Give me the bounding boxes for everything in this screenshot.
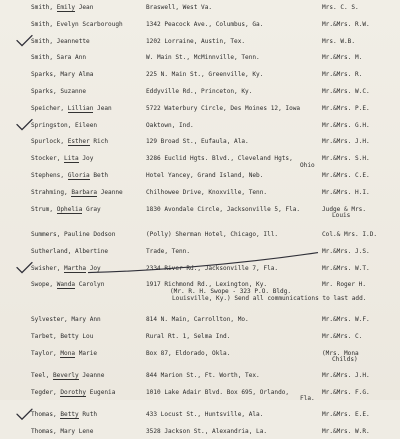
parent-title: Mr.&Mrs. J.H. xyxy=(322,138,370,146)
underlined-given-name: Lita xyxy=(64,155,79,163)
student-name xyxy=(31,71,93,79)
address: 844 Marion St., Ft. Worth, Tex. xyxy=(146,372,260,379)
middle-name-text: Beth xyxy=(89,172,109,179)
middle-name-text: Ruth xyxy=(78,411,98,419)
middle-name-text: Marie xyxy=(75,349,98,357)
student-name xyxy=(31,155,93,163)
underlined-given-name: Beverly xyxy=(53,372,79,379)
student-name xyxy=(31,281,104,289)
student-name xyxy=(31,172,108,180)
parent-title: Mr.&Mrs. R.W. xyxy=(322,20,370,28)
parent-title: Mr.&Mrs. J.S. xyxy=(322,247,370,255)
list-row xyxy=(0,155,400,166)
parent-title: Mr.&Mrs. C. xyxy=(322,332,363,340)
parent-title: Mr.&Mrs. W.F. xyxy=(322,316,370,323)
student-name xyxy=(31,38,90,46)
parent-title: Mr.&Mrs. W.T. xyxy=(322,264,370,272)
address: Box 87, Eldorado, Okla. xyxy=(146,349,231,357)
surname-text: Smith, Sara Ann xyxy=(31,54,87,62)
surname-text: Stephens, xyxy=(31,172,68,179)
student-name xyxy=(31,21,123,29)
underlined-given-name: Martha xyxy=(64,264,87,272)
address: Trade, Tenn. xyxy=(146,247,191,255)
middle-name-text: Jeanne xyxy=(78,372,105,379)
parent-title: Mr.&Mrs. F.G. xyxy=(322,388,370,396)
middle-name-text: Joy xyxy=(86,264,101,272)
address: Chilhowee Drive, Knoxville, Tenn. xyxy=(146,188,268,196)
address: Rural Rt. 1, Selma Ind. xyxy=(146,332,231,340)
continuation-line: Louis xyxy=(332,212,351,220)
underlined-given-name: Ophelia xyxy=(56,205,83,213)
surname-text: Tarbet, Betty Lou xyxy=(31,332,94,340)
address: 1917 Richmond Rd., Lexington, Ky. xyxy=(146,281,268,289)
student-name xyxy=(31,105,112,113)
student-name xyxy=(31,411,97,419)
continuation-line: Louisville, Ky.) Send all communications to last add. xyxy=(172,294,367,302)
address: Oaktown, Ind. xyxy=(146,121,194,129)
list-row xyxy=(0,172,400,183)
underlined-given-name: Dorothy xyxy=(60,388,87,396)
surname-text: Sutherland, Albertine xyxy=(31,247,109,255)
list-row xyxy=(0,105,400,116)
surname-text: Taylor, xyxy=(31,349,61,357)
student-name xyxy=(31,122,97,130)
list-row xyxy=(0,265,400,276)
list-row xyxy=(0,248,400,259)
surname-text: Speicher, xyxy=(31,104,68,112)
parent-title: Mr. Roger H. xyxy=(322,281,367,289)
surname-text: Strahming, xyxy=(31,188,72,196)
continuation-line: (Mr. R. H. Swope - 323 P.O. Bldg. xyxy=(170,288,292,295)
address: 1342 Peacock Ave., Columbus, Ga. xyxy=(146,20,264,28)
underlined-given-name: Betty xyxy=(60,411,79,419)
surname-text: Swisher, xyxy=(31,264,65,272)
student-name xyxy=(31,138,108,146)
parent-title: Mr.&Mrs. E.E. xyxy=(322,411,370,419)
list-row xyxy=(0,38,400,49)
list-row xyxy=(0,88,400,99)
address: Hotel Yancey, Grand Island, Neb. xyxy=(146,172,264,179)
surname-text: Sylvester, Mary Ann xyxy=(31,316,101,323)
address: 2334 River Rd., Jacksonville 7, Fla. xyxy=(146,264,279,272)
student-name xyxy=(31,350,97,358)
parent-title: Mr.&Mrs. J.H. xyxy=(322,372,370,379)
continuation-line: Ohio xyxy=(300,161,315,169)
list-row xyxy=(0,21,400,32)
surname-text: Springston, Eileen xyxy=(31,121,98,129)
list-row xyxy=(0,316,400,327)
surname-text: Thomas, xyxy=(31,411,61,419)
surname-text: Smith, xyxy=(31,4,57,11)
student-name xyxy=(31,189,123,197)
surname-text: Summers, Pauline Dodson xyxy=(31,231,116,238)
address: 433 Locust St., Huntsville, Ala. xyxy=(146,411,264,419)
underlined-given-name: Wanda xyxy=(56,281,76,289)
address: 1202 Lorraine, Austin, Tex. xyxy=(146,37,246,45)
address: Eddyville Rd., Princeton, Ky. xyxy=(146,88,253,95)
list-row xyxy=(0,389,400,400)
middle-name-text: Rich xyxy=(89,138,109,146)
parent-title: Mr.&Mrs. G.H. xyxy=(322,121,370,129)
student-name xyxy=(31,372,104,380)
list-row xyxy=(0,231,400,242)
middle-name-text: Carolyn xyxy=(75,281,105,289)
parent-title: Mr.&Mrs. S.H. xyxy=(322,155,370,163)
underlined-given-name: Mona xyxy=(60,349,76,357)
middle-name-text: Jean xyxy=(93,104,112,112)
address: 129 Broad St., Eufaula, Ala. xyxy=(146,138,249,146)
address: 3286 Euclid Hgts. Blvd., Cleveland Hgts, xyxy=(146,155,293,163)
list-row xyxy=(0,138,400,149)
list-row xyxy=(0,333,400,344)
parent-title: Judge & Mrs. xyxy=(322,205,367,213)
continuation-line: Childs) xyxy=(332,356,358,364)
list-row xyxy=(0,428,400,439)
address: Braswell, West Va. xyxy=(146,4,213,11)
list-row xyxy=(0,71,400,82)
student-name xyxy=(31,54,86,62)
surname-text: Smith, Evelyn Scarborough xyxy=(31,20,123,28)
list-row xyxy=(0,372,400,383)
student-name xyxy=(31,206,101,214)
parent-title: Mr.&Mrs. W.C. xyxy=(322,88,370,95)
list-row xyxy=(0,122,400,133)
parent-title: Mrs. C. S. xyxy=(322,4,359,11)
student-name xyxy=(31,428,93,436)
list-row xyxy=(0,189,400,200)
student-name xyxy=(31,265,101,273)
address: W. Main St., McMinnville, Tenn. xyxy=(146,54,260,62)
middle-name-text: Eugenia xyxy=(86,388,116,396)
parent-title: Mrs. W.B. xyxy=(322,37,356,45)
surname-text: Stocker, xyxy=(31,155,65,163)
parent-title: (Mrs. Mona xyxy=(322,349,359,357)
address: 814 N. Main, Carrollton, Mo. xyxy=(146,316,249,323)
surname-text: Swope, xyxy=(31,281,57,289)
underlined-given-name: Lillian xyxy=(67,104,94,112)
surname-text: Sparks, Mary Alma xyxy=(31,71,94,79)
address: 1830 Avondale Circle, Jacksonville 5, Fla. xyxy=(146,205,301,213)
middle-name-text: Gray xyxy=(82,205,101,213)
student-name xyxy=(31,231,115,239)
parent-title: Mr.&Mrs. M. xyxy=(322,54,363,62)
parent-title: Mr.&Mrs. W.R. xyxy=(322,428,370,435)
surname-text: Thomas, Mary Lene xyxy=(31,428,94,435)
parent-title: Mr.&Mrs. C.E. xyxy=(322,172,370,179)
underlined-given-name: Emily xyxy=(56,4,76,11)
middle-name-text: Jean xyxy=(75,4,94,11)
parent-title: Mr.&Mrs. R. xyxy=(322,71,363,79)
address: 3528 Jackson St., Alexandria, La. xyxy=(146,428,268,435)
list-row xyxy=(0,54,400,65)
address: 5722 Waterbury Circle, Des Moines 12, Iowa xyxy=(146,104,301,112)
student-name xyxy=(31,389,115,397)
surname-text: Sparks, Suzanne xyxy=(31,88,87,95)
address: 225 N. Main St., Greenville, Ky. xyxy=(146,71,264,79)
surname-text: Tegder, xyxy=(31,388,61,396)
middle-name-text: Joy xyxy=(78,155,94,163)
underlined-given-name: Barbara xyxy=(71,188,98,196)
middle-name-text: Jeanne xyxy=(97,188,123,196)
surname-text: Smith, Jeannette xyxy=(31,37,90,45)
list-row xyxy=(0,4,400,15)
surname-text: Teel, xyxy=(31,372,54,379)
continuation-line: Fla. xyxy=(300,395,315,403)
student-name xyxy=(31,316,101,324)
list-row xyxy=(0,411,400,422)
underlined-given-name: Esther xyxy=(67,138,90,146)
parent-title: Mr.&Mrs. P.E. xyxy=(322,104,370,112)
parent-title: Mr.&Mrs. H.I. xyxy=(322,188,370,196)
student-name xyxy=(31,88,86,96)
address: (Polly) Sherman Hotel, Chicago, Ill. xyxy=(146,231,279,238)
surname-text: Strum, xyxy=(31,205,57,213)
student-name xyxy=(31,248,108,256)
parent-title: Col.& Mrs. I.D. xyxy=(322,231,378,238)
surname-text: Spurlock, xyxy=(31,138,68,146)
address: 1010 Lake Adair Blvd. Box 695, Orlando, xyxy=(146,388,290,396)
underlined-given-name: Gloria xyxy=(67,172,90,179)
student-name xyxy=(31,333,93,341)
student-name xyxy=(31,4,93,12)
